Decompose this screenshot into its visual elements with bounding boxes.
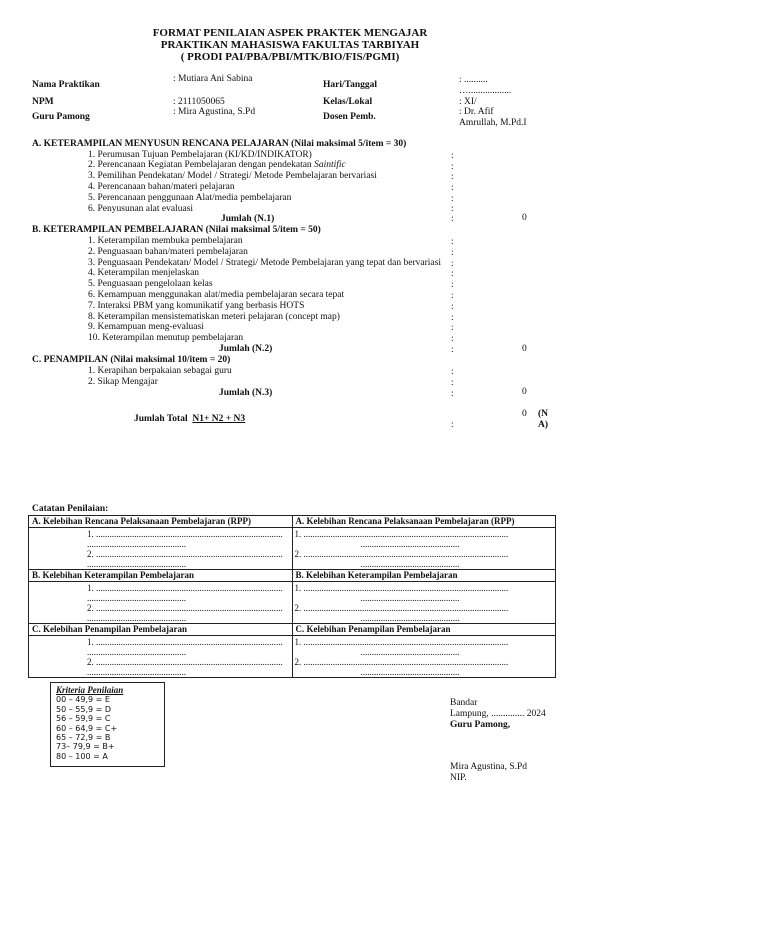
section-a-item: 4. Perencanaan bahan/materi pelajaran <box>88 182 235 192</box>
signature-nip: NIP. <box>450 773 467 783</box>
colon: : <box>451 151 454 161</box>
grand-total-label: Jumlah Total N1+ N2 + N3 <box>134 414 246 424</box>
section-b-item: 5. Penguasaan pengelolaan kelas <box>88 279 213 289</box>
kriteria-title: Kriteria Penilaian <box>56 685 124 695</box>
npm-label: NPM <box>32 97 54 107</box>
section-a-total-label: Jumlah (N.1) <box>221 214 275 224</box>
colon: : <box>451 162 454 172</box>
colon: : <box>451 172 454 182</box>
catatan-table <box>28 515 556 678</box>
catatan-header-right: A. Kelebihan Rencana Pelaksanaan Pembelajaran (RPP) <box>292 516 556 528</box>
grand-total-grade-cont: A) <box>538 420 549 430</box>
kriteria-row: 65 – 72,9 = B <box>56 733 111 742</box>
hari-value-cont: ….................. <box>459 86 512 96</box>
section-b-total-value: 0 <box>522 344 527 354</box>
catatan-cell[interactable]: 1. ................................................................................... ............................................ 2. ................................................................................... ............................................ <box>29 528 293 570</box>
npm-value: : 2111050065 <box>173 97 225 107</box>
kriteria-row: 80 – 100 = A <box>56 752 108 761</box>
colon: : <box>451 334 454 344</box>
hari-value: : .......... <box>459 75 488 85</box>
signature-name: Mira Agustina, S.Pd <box>450 762 528 772</box>
catatan-header-left: A. Kelebihan Rencana Pelaksanaan Pembelajaran (RPP) <box>29 516 293 528</box>
kriteria-box <box>50 682 165 767</box>
section-b-item: 6. Kemampuan menggunakan alat/media pembelajaran secara tepat <box>88 290 345 300</box>
colon: : <box>451 214 454 224</box>
section-a-item: 6. Penyusunan alat evaluasi <box>88 204 194 214</box>
catatan-header-left: B. Kelebihan Keterampilan Pembelajaran <box>29 570 293 582</box>
section-a-item: 5. Perencanaan penggunaan Alat/media pembelajaran <box>88 193 292 203</box>
kriteria-row: 73– 79,9 = B+ <box>56 742 115 751</box>
section-c-total-label: Jumlah (N.3) <box>219 388 273 398</box>
kriteria-row: 60 – 64,9 = C+ <box>56 724 118 733</box>
colon: : <box>451 248 454 258</box>
section-a-total-value: 0 <box>522 213 527 223</box>
section-a-item: 3. Pemilihan Pendekatan/ Model / Strategi/ Metode Pembelajaran bervariasi <box>88 171 377 181</box>
dosen-value-cont: Amrullah, M.Pd.I <box>459 118 527 128</box>
catatan-cell[interactable]: 1. ........................................................................................... ............................................ 2. ........................................................................................... ............................................ <box>292 582 556 624</box>
signature-role: Guru Pamong, <box>450 720 511 730</box>
pamong-label: Guru Pamong <box>32 112 90 122</box>
section-b-item: 8. Keterampilan mensistematiskan meteri pelajaran (concept map) <box>88 312 340 322</box>
colon: : <box>451 280 454 290</box>
section-b-item: 3. Penguasaan Pendekatan/ Model / Strategi/ Metode Pembelajaran yang tepat dan bervariasi <box>88 258 441 268</box>
colon: : <box>451 323 454 333</box>
colon: : <box>451 313 454 323</box>
section-b-item: 4. Keterampilan menjelaskan <box>88 268 200 278</box>
saintific-term: Saintific <box>314 160 346 170</box>
kelas-value: : XI/ <box>459 97 477 107</box>
form-title-line2: PRAKTIKAN MAHASISWA FAKULTAS TARBIYAH <box>160 39 420 51</box>
colon: : <box>451 194 454 204</box>
hari-label: Hari/Tanggal <box>323 80 378 90</box>
colon: : <box>451 291 454 301</box>
kriteria-row: 50 – 55,9 = D <box>56 705 112 714</box>
dosen-label: Dosen Pemb. <box>323 112 376 122</box>
grand-total-grade: (N <box>538 409 549 419</box>
section-b-title: B. KETERAMPILAN PEMBELAJARAN (Nilai maksimal 5/item = 50) <box>32 225 321 235</box>
kriteria-row: 00 – 49,9 = E <box>56 695 110 704</box>
colon: : <box>451 259 454 269</box>
nama-label: Nama Praktikan <box>32 80 100 90</box>
kelas-label: Kelas/Lokal <box>323 97 373 107</box>
colon: : <box>451 302 454 312</box>
nama-value: : Mutiara Ani Sabina <box>173 74 253 84</box>
colon: : <box>451 345 454 355</box>
section-a-title: A. KETERAMPILAN MENYUSUN RENCANA PELAJARAN (Nilai maksimal 5/item = 30) <box>32 139 407 149</box>
form-title-line1: FORMAT PENILAIAN ASPEK PRAKTEK MENGAJAR <box>152 27 428 39</box>
signature-place: Bandar <box>450 698 478 708</box>
dosen-value: : Dr. Afif <box>459 107 494 117</box>
section-c-item: 2. Sikap Mengajar <box>88 377 158 387</box>
section-c-title: C. PENAMPILAN (Nilai maksimal 10/item = 20) <box>32 355 231 365</box>
section-b-item: 7. Interaksi PBM yang komunikatif yang berbasis HOTS <box>88 301 305 311</box>
section-c-item: 1. Kerapihan berpakaian sebagai guru <box>88 366 232 376</box>
colon: : <box>451 420 454 430</box>
catatan-header-left: C. Kelebihan Penampilan Pembelajaran <box>29 624 293 636</box>
colon: : <box>451 237 454 247</box>
catatan-header-right: C. Kelebihan Penampilan Pembelajaran <box>292 624 556 636</box>
section-c-total-value: 0 <box>522 387 527 397</box>
colon: : <box>451 269 454 279</box>
section-b-item: 2. Penguasaan bahan/materi pembelajaran <box>88 247 248 257</box>
catatan-cell[interactable]: 1. ................................................................................... ............................................ 2. ................................................................................... ............................................ <box>29 636 293 678</box>
colon: : <box>451 204 454 214</box>
section-a-item: 1. Perumusan Tujuan Pembelajaran (KI/KD/INDIKATOR) <box>88 150 312 160</box>
colon: : <box>451 183 454 193</box>
pamong-value: : Mira Agustina, S.Pd <box>173 107 256 117</box>
section-b-total-label: Jumlah (N.2) <box>219 344 273 354</box>
grand-total-value: 0 <box>522 409 527 419</box>
catatan-cell[interactable]: 1. ........................................................................................... ............................................ 2. ........................................................................................... ............................................ <box>292 636 556 678</box>
section-a-item: 2. Perencanaan Kegiatan Pembelajaran dengan pendekatan Saintific <box>88 160 346 170</box>
colon: : <box>451 389 454 399</box>
colon: : <box>451 367 454 377</box>
section-b-item: 9. Kemampuan meng-evaluasi <box>88 322 204 332</box>
grand-total-formula: N1+ N2 + N3 <box>192 414 246 424</box>
catatan-cell[interactable]: 1. ................................................................................... ............................................ 2. ................................................................................... ............................................ <box>29 582 293 624</box>
section-b-item: 1. Keterampilan membuka pembelajaran <box>88 236 243 246</box>
catatan-label: Catatan Penilaian: <box>32 504 109 514</box>
catatan-header-right: B. Kelebihan Keterampilan Pembelajaran <box>292 570 556 582</box>
signature-place-date: Lampung, .............. 2024 <box>450 709 546 719</box>
catatan-cell[interactable]: 1. ........................................................................................... ............................................ 2. ........................................................................................... ............................................ <box>292 528 556 570</box>
section-b-item: 10. Keterampilan menutup pembelajaran <box>88 333 244 343</box>
colon: : <box>451 378 454 388</box>
kriteria-row: 56 – 59,9 = C <box>56 714 111 723</box>
form-title-line3: ( PRODI PAI/PBA/PBI/MTK/BIO/FIS/PGMI) <box>180 51 400 63</box>
